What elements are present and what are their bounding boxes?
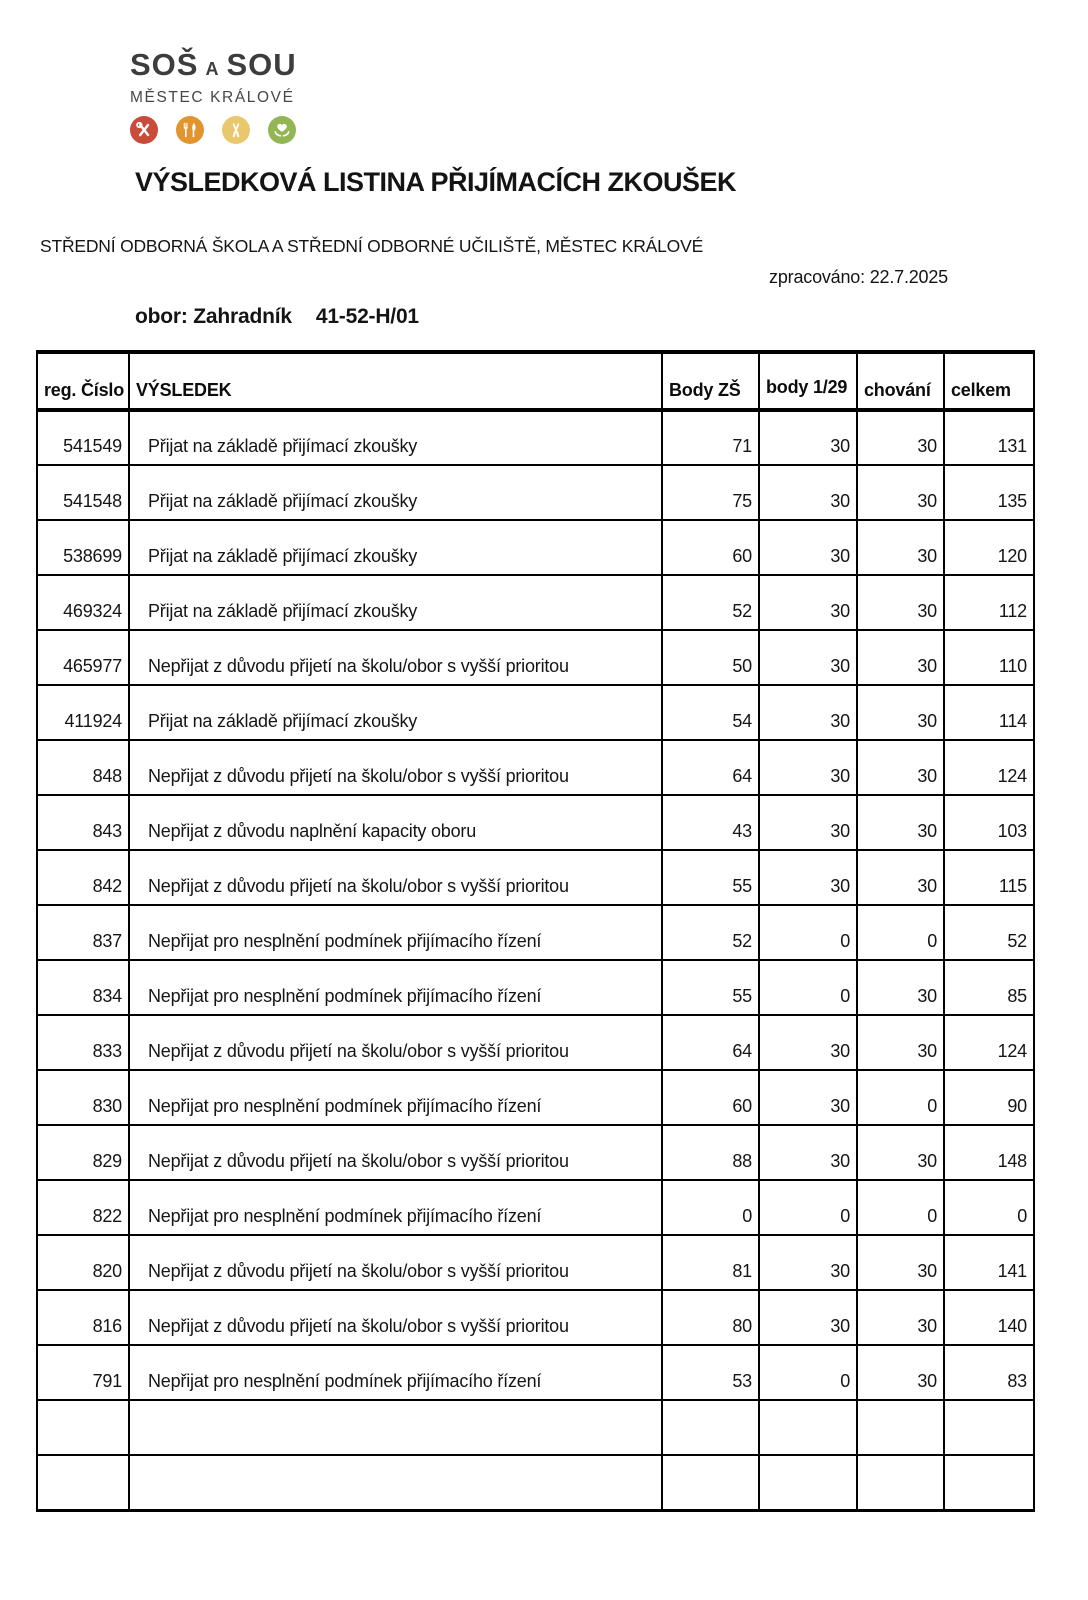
cell-result: Přijat na základě přijímací zkoušky: [129, 465, 662, 520]
cell-body-129: 30: [759, 795, 857, 850]
cell-reg-cislo: 829: [37, 1125, 129, 1180]
cell-chovani: 30: [857, 410, 944, 465]
field-label: obor: Zahradník: [135, 305, 292, 328]
cell-chovani: 30: [857, 960, 944, 1015]
cell-body-zs: 75: [662, 465, 759, 520]
cell-body-zs: 64: [662, 1015, 759, 1070]
cell-result: Přijat na základě přijímací zkoušky: [129, 685, 662, 740]
table-row: [37, 410, 1034, 465]
cell-chovani: 0: [857, 905, 944, 960]
field-title: [135, 304, 1088, 329]
cell-body-zs: 60: [662, 520, 759, 575]
cell-chovani: 30: [857, 575, 944, 630]
logo-title-sos: SOŠ: [130, 47, 199, 82]
cutlery-icon: [176, 116, 204, 144]
cell-chovani: 30: [857, 520, 944, 575]
table-row: [37, 1290, 1034, 1345]
cell-body-129: 0: [759, 1345, 857, 1400]
cell-celkem: 90: [944, 1070, 1034, 1125]
cell-result: Nepřijat pro nesplnění podmínek přijímacího řízení: [129, 905, 662, 960]
table-row: [37, 575, 1034, 630]
cell-result: Nepřijat z důvodu přijetí na školu/obor s vyšší prioritou: [129, 1290, 662, 1345]
table-row: [37, 1070, 1034, 1125]
cell-body-zs: 80: [662, 1290, 759, 1345]
cell-reg-cislo: 820: [37, 1235, 129, 1290]
table-row: [37, 1015, 1034, 1070]
table-row: [37, 740, 1034, 795]
page-title: VÝSLEDKOVÁ LISTINA PŘIJÍMACÍCH ZKOUŠEK: [135, 167, 737, 197]
table-row: [37, 1455, 1034, 1510]
cell-reg-cislo: 465977: [37, 630, 129, 685]
cell-reg-cislo: [37, 1400, 129, 1455]
logo-title: [130, 48, 1088, 86]
cell-body-zs: [662, 1400, 759, 1455]
cell-body-129: 30: [759, 740, 857, 795]
cell-celkem: 0: [944, 1180, 1034, 1235]
cell-body-zs: 43: [662, 795, 759, 850]
cell-body-zs: 88: [662, 1125, 759, 1180]
cell-reg-cislo: 833: [37, 1015, 129, 1070]
cell-result: Nepřijat pro nesplnění podmínek přijímacího řízení: [129, 1180, 662, 1235]
cell-celkem: 52: [944, 905, 1034, 960]
cell-result: Nepřijat z důvodu přijetí na školu/obor s vyšší prioritou: [129, 850, 662, 905]
cell-body-129: 0: [759, 1180, 857, 1235]
cell-reg-cislo: 469324: [37, 575, 129, 630]
logo-icon-row: [130, 116, 1088, 144]
table-row: [37, 465, 1034, 520]
cell-reg-cislo: 843: [37, 795, 129, 850]
tools-icon: [130, 116, 158, 144]
cell-celkem: 124: [944, 740, 1034, 795]
cell-body-129: 30: [759, 1015, 857, 1070]
cell-body-129: 30: [759, 850, 857, 905]
cell-result: Nepřijat z důvodu přijetí na školu/obor s vyšší prioritou: [129, 740, 662, 795]
cell-chovani: 0: [857, 1070, 944, 1125]
cell-celkem: 103: [944, 795, 1034, 850]
cell-celkem: 83: [944, 1345, 1034, 1400]
cell-body-zs: 0: [662, 1180, 759, 1235]
cell-reg-cislo: 830: [37, 1070, 129, 1125]
cell-body-zs: 71: [662, 410, 759, 465]
cell-chovani: 30: [857, 795, 944, 850]
cell-chovani: 30: [857, 1235, 944, 1290]
cell-body-zs: 60: [662, 1070, 759, 1125]
col-header-chovani: chování: [857, 352, 944, 410]
table-row: [37, 795, 1034, 850]
school-logo: [130, 48, 1088, 144]
cell-result: Nepřijat pro nesplnění podmínek přijímacího řízení: [129, 1345, 662, 1400]
care-icon: [268, 116, 296, 144]
results-table: [36, 350, 1035, 1512]
results-table-body: [37, 410, 1034, 1510]
cell-chovani: [857, 1455, 944, 1510]
table-row: [37, 520, 1034, 575]
cell-body-zs: 53: [662, 1345, 759, 1400]
cell-body-zs: 52: [662, 575, 759, 630]
cell-reg-cislo: 541549: [37, 410, 129, 465]
cell-reg-cislo: [37, 1455, 129, 1510]
cell-body-zs: 81: [662, 1235, 759, 1290]
cell-body-129: 30: [759, 465, 857, 520]
cell-reg-cislo: 822: [37, 1180, 129, 1235]
cell-result: [129, 1455, 662, 1510]
shears-icon: [222, 116, 250, 144]
cell-reg-cislo: 834: [37, 960, 129, 1015]
cell-body-zs: [662, 1455, 759, 1510]
field-code: 41-52-H/01: [315, 305, 419, 328]
cell-body-zs: 55: [662, 850, 759, 905]
cell-body-129: 30: [759, 410, 857, 465]
cell-body-129: 30: [759, 520, 857, 575]
cell-body-129: [759, 1400, 857, 1455]
cell-body-129: 30: [759, 630, 857, 685]
table-row: [37, 1235, 1034, 1290]
cell-chovani: 30: [857, 685, 944, 740]
cell-chovani: 0: [857, 1180, 944, 1235]
table-row: [37, 630, 1034, 685]
cell-celkem: [944, 1400, 1034, 1455]
cell-celkem: 140: [944, 1290, 1034, 1345]
cell-chovani: 30: [857, 1015, 944, 1070]
cell-chovani: 30: [857, 740, 944, 795]
cell-body-zs: 54: [662, 685, 759, 740]
cell-result: Nepřijat z důvodu naplnění kapacity oboru: [129, 795, 662, 850]
cell-result: Nepřijat z důvodu přijetí na školu/obor s vyšší prioritou: [129, 1125, 662, 1180]
col-header-celkem: celkem: [944, 352, 1034, 410]
cell-reg-cislo: 538699: [37, 520, 129, 575]
table-row: [37, 1400, 1034, 1455]
col-header-reg-cislo: reg. Číslo: [37, 352, 129, 410]
col-header-vysledek: VÝSLEDEK: [129, 352, 662, 410]
cell-reg-cislo: 837: [37, 905, 129, 960]
cell-celkem: 110: [944, 630, 1034, 685]
cell-reg-cislo: 791: [37, 1345, 129, 1400]
cell-chovani: 30: [857, 630, 944, 685]
cell-celkem: 124: [944, 1015, 1034, 1070]
cell-reg-cislo: 411924: [37, 685, 129, 740]
cell-result: Nepřijat z důvodu přijetí na školu/obor s vyšší prioritou: [129, 630, 662, 685]
cell-chovani: 30: [857, 1345, 944, 1400]
cell-celkem: 131: [944, 410, 1034, 465]
cell-chovani: 30: [857, 1125, 944, 1180]
cell-body-129: 30: [759, 575, 857, 630]
cell-celkem: 115: [944, 850, 1034, 905]
table-row: [37, 685, 1034, 740]
cell-celkem: 112: [944, 575, 1034, 630]
table-row: [37, 1125, 1034, 1180]
logo-title-sou: SOU: [226, 47, 297, 82]
cell-body-zs: 52: [662, 905, 759, 960]
table-row: [37, 905, 1034, 960]
cell-body-zs: 55: [662, 960, 759, 1015]
table-row: [37, 850, 1034, 905]
cell-chovani: [857, 1400, 944, 1455]
cell-result: Přijat na základě přijímací zkoušky: [129, 410, 662, 465]
cell-reg-cislo: 816: [37, 1290, 129, 1345]
cell-body-129: 0: [759, 960, 857, 1015]
cell-celkem: [944, 1455, 1034, 1510]
logo-title-a: A: [205, 59, 220, 79]
cell-celkem: 120: [944, 520, 1034, 575]
cell-celkem: 114: [944, 685, 1034, 740]
cell-body-129: [759, 1455, 857, 1510]
cell-celkem: 85: [944, 960, 1034, 1015]
cell-chovani: 30: [857, 1290, 944, 1345]
cell-celkem: 141: [944, 1235, 1034, 1290]
cell-result: Nepřijat pro nesplnění podmínek přijímacího řízení: [129, 1070, 662, 1125]
cell-celkem: 148: [944, 1125, 1034, 1180]
cell-body-zs: 64: [662, 740, 759, 795]
cell-body-129: 30: [759, 1290, 857, 1345]
cell-result: Nepřijat z důvodu přijetí na školu/obor s vyšší prioritou: [129, 1015, 662, 1070]
cell-reg-cislo: 842: [37, 850, 129, 905]
table-row: [37, 1345, 1034, 1400]
col-header-body-129: body 1/29: [759, 352, 857, 410]
cell-result: Nepřijat z důvodu přijetí na školu/obor s vyšší prioritou: [129, 1235, 662, 1290]
cell-body-129: 30: [759, 685, 857, 740]
cell-body-129: 30: [759, 1235, 857, 1290]
cell-body-129: 30: [759, 1070, 857, 1125]
cell-chovani: 30: [857, 465, 944, 520]
logo-subtitle: MĚSTEC KRÁLOVÉ: [130, 89, 295, 106]
cell-result: Nepřijat pro nesplnění podmínek přijímacího řízení: [129, 960, 662, 1015]
cell-celkem: 135: [944, 465, 1034, 520]
cell-chovani: 30: [857, 850, 944, 905]
cell-body-129: 0: [759, 905, 857, 960]
cell-body-zs: 50: [662, 630, 759, 685]
school-name: STŘEDNÍ ODBORNÁ ŠKOLA A STŘEDNÍ ODBORNÉ UČILIŠTĚ, MĚSTEC KRÁLOVÉ: [40, 236, 704, 256]
table-row: [37, 960, 1034, 1015]
col-header-body-zs: Body ZŠ: [662, 352, 759, 410]
cell-reg-cislo: 541548: [37, 465, 129, 520]
table-row: [37, 1180, 1034, 1235]
cell-result: Přijat na základě přijímací zkoušky: [129, 520, 662, 575]
cell-reg-cislo: 848: [37, 740, 129, 795]
cell-result: Přijat na základě přijímací zkoušky: [129, 575, 662, 630]
processed-date: zpracováno: 22.7.2025: [769, 267, 948, 287]
cell-result: [129, 1400, 662, 1455]
cell-body-129: 30: [759, 1125, 857, 1180]
table-header-row: [37, 352, 1034, 410]
